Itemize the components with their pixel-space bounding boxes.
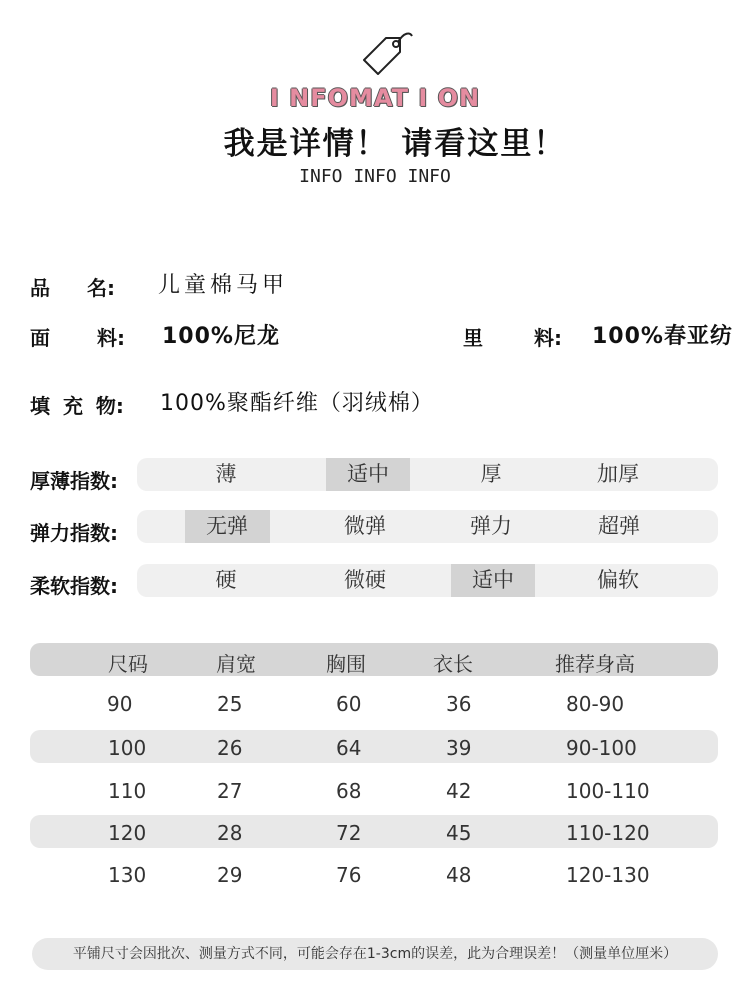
table-header-height: 推荐身高	[555, 652, 635, 676]
softness-option-soft: 偏软	[597, 568, 639, 592]
softness-option-hard: 硬	[215, 568, 237, 592]
table-cell: 25	[217, 692, 243, 716]
table-cell: 27	[217, 779, 243, 803]
table-header-length: 衣长	[433, 652, 473, 676]
elasticity-option-super: 超弹	[598, 514, 640, 538]
thickness-scale	[137, 458, 718, 491]
table-cell: 90-100	[566, 736, 637, 760]
table-cell: 48	[446, 863, 472, 887]
table-cell: 39	[446, 736, 472, 760]
lining-value: 100%春亚纺	[592, 324, 733, 349]
table-cell: 72	[336, 821, 362, 845]
table-cell: 60	[336, 692, 362, 716]
table-cell: 110	[108, 779, 147, 803]
table-cell: 29	[217, 863, 243, 887]
table-cell: 100-110	[566, 779, 650, 803]
softness-scale	[137, 564, 718, 597]
name-value: 儿童棉马甲	[158, 273, 289, 298]
thickness-option-thin: 薄	[215, 462, 237, 486]
elasticity-label: 弹力指数:	[30, 521, 118, 545]
elasticity-option-none: 无弹	[206, 514, 248, 538]
filling-value: 100%聚酯纤维（羽绒棉）	[160, 391, 434, 416]
thickness-option-medium: 适中	[347, 462, 389, 486]
thickness-option-extra-thick: 加厚	[597, 462, 639, 486]
table-cell: 68	[336, 779, 362, 803]
thickness-option-thick: 厚	[480, 462, 502, 486]
table-cell: 26	[217, 736, 243, 760]
fabric-value: 100%尼龙	[162, 324, 280, 349]
table-cell: 130	[108, 863, 147, 887]
table-cell: 64	[336, 736, 362, 760]
filling-label: 填 充 物:	[30, 394, 124, 418]
elasticity-option-elastic: 弹力	[470, 514, 512, 538]
table-header-chest: 胸围	[326, 652, 366, 676]
brand-title: I NFOMAT I ON	[269, 84, 481, 112]
thickness-label: 厚薄指数:	[30, 469, 118, 493]
table-cell: 45	[446, 821, 472, 845]
table-cell: 120	[108, 821, 147, 845]
table-cell: 90	[107, 692, 133, 716]
measurement-note: 平铺尺寸会因批次、测量方式不同，可能会存在1-3cm的误差，此为合理误差！（测量单位厘米）	[32, 938, 718, 970]
table-cell: 36	[446, 692, 472, 716]
table-cell: 42	[446, 779, 472, 803]
sub-heading: INFO INFO INFO	[299, 166, 451, 187]
table-cell: 80-90	[566, 692, 625, 716]
fabric-label: 面 料:	[30, 326, 125, 350]
table-header-size: 尺码	[108, 652, 148, 676]
softness-option-medium: 适中	[472, 568, 514, 592]
table-cell: 28	[217, 821, 243, 845]
price-tag-icon	[360, 28, 416, 80]
softness-option-slightly-hard: 微硬	[344, 568, 386, 592]
table-cell: 120-130	[566, 863, 650, 887]
lining-label: 里 料:	[463, 326, 562, 350]
table-cell: 100	[108, 736, 147, 760]
headline: 我是详情！ 请看这里！	[223, 126, 567, 162]
table-header-shoulder: 肩宽	[216, 652, 256, 676]
softness-label: 柔软指数:	[30, 574, 118, 598]
name-label: 品 名:	[30, 276, 115, 300]
elasticity-option-slight: 微弹	[344, 514, 386, 538]
table-cell: 76	[336, 863, 362, 887]
elasticity-scale	[137, 510, 718, 543]
table-cell: 110-120	[566, 821, 650, 845]
